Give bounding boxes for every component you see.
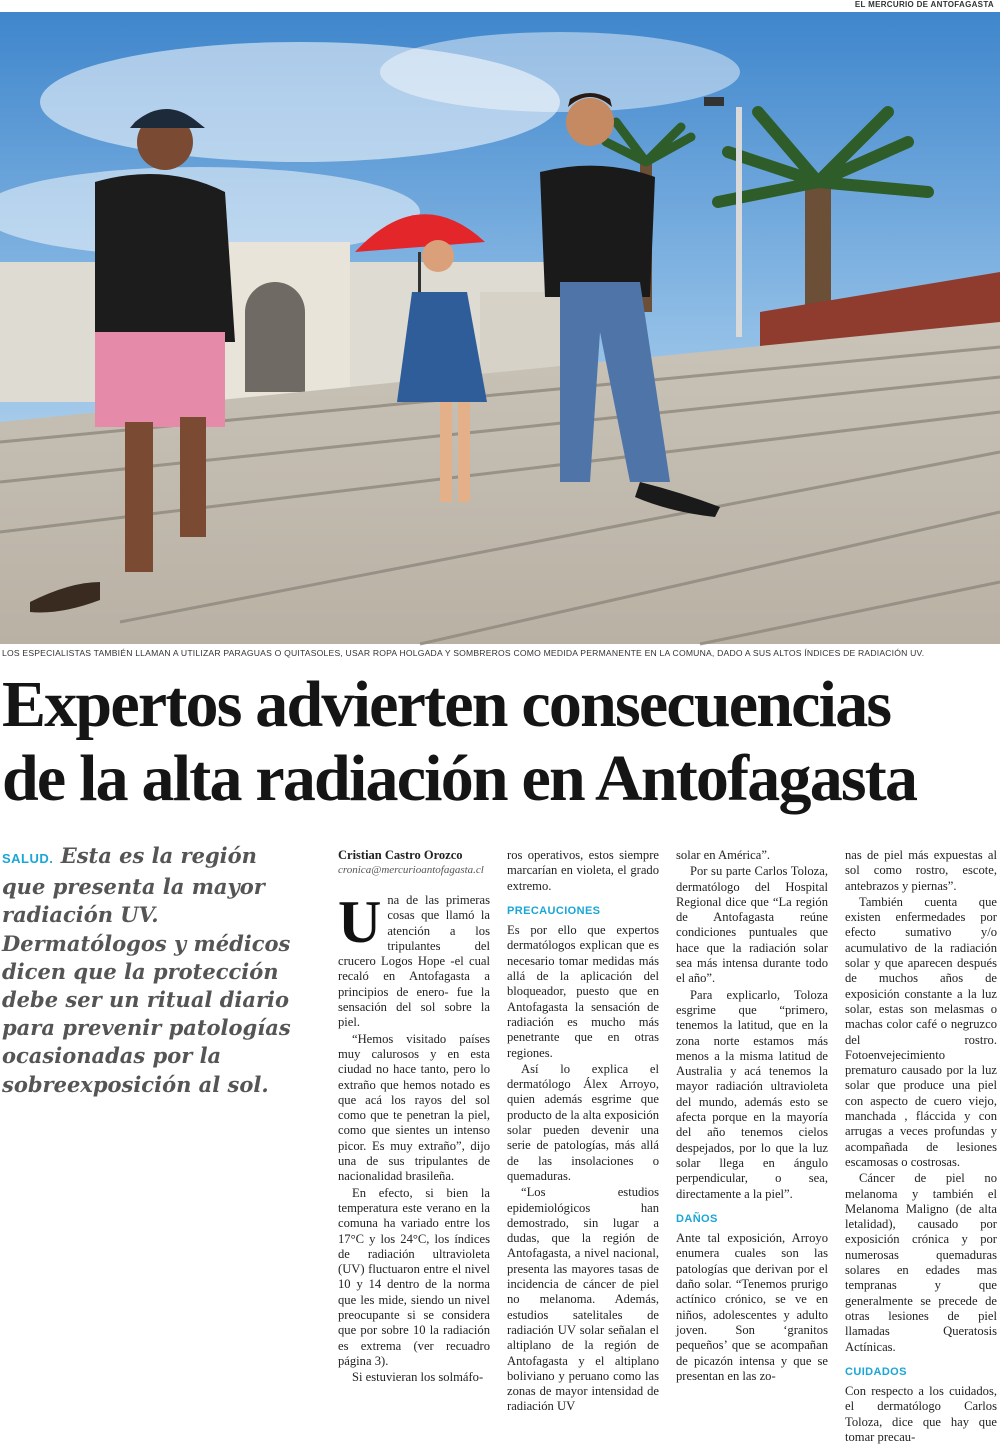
- drop-cap: U: [338, 889, 382, 955]
- paragraph: ros operativos, estos siempre marcarían en violeta, el grado extremo.: [507, 848, 659, 893]
- subhead-cuidados: CUIDADOS: [845, 1365, 907, 1378]
- lead-photo: [0, 12, 1000, 644]
- publication-credit: EL MERCURIO DE ANTOFAGASTA: [854, 0, 994, 9]
- article-headline: [2, 668, 998, 816]
- paragraph: En efecto, si bien la temperatura este verano en la comuna ha variado entre los 17°C y los 24°C, los índices de radiación ultravioleta (UV) fluctuaron entre el nivel 10 y 14 dentro de la norma que les mide, siendo un nivel preocupante si se considera que por sobre 10 la radiación es extrema (ver recuadro página 3).: [338, 1185, 490, 1368]
- headline-line-1: Expertos advierten consecuencias: [2, 668, 891, 741]
- paragraph: Ante tal exposición, Arroyo enumera cuales son las patologías que derivan por el daño solar. “Tenemos prurigo actínico crónico, se ve en niños, adolescentes y adulto joven. Son ‘granitos pequeños’ que se acompañan de picazón intensa y que se presentan en las zo-: [676, 1231, 828, 1383]
- paragraph: Para explicarlo, Toloza esgrime que “primero, tenemos la latitud, que en la zona norte estamos más menos a la misma latitud de Australia y acá tenemos la mayor radiación ultravioleta del mundo, además esto se afecta porque en la mayoría del año tenemos cielos despejados, por lo que la luz solar llega en ángulo perpendicular, o sea, directamente a la piel”.: [676, 987, 828, 1201]
- body-column-3: [676, 848, 828, 1385]
- subhead-precauciones: PRECAUCIONES: [507, 904, 601, 917]
- paragraph: “Hemos visitado países muy calurosos y en esta ciudad no hace tanto, pero lo extraño que hemos notado es que acá los rayos del sol como que te penetran la piel, como que sientes un intenso picor. Es muy extraño”, dijo una de sus tripulantes de nacionalidad brasileña.: [338, 1031, 490, 1184]
- paragraph: “Los estudios epidemiológicos han demostrado, sin lugar a dudas, que la región de Antofagasta, a nivel nacional, presenta las mayores tasas de incidencia de cáncer de piel no melanoma. Además, estudios satelitales de radiación UV solar señalan el altiplano de la región de Antofagasta y el altiplano boliviano y peruano como las zonas de mayor intensidad de radiación UV: [507, 1185, 659, 1414]
- paragraph: Por su parte Carlos Toloza, dermatólogo del Hospital Regional dice que “La región de Antofagasta reúne condiciones puntuales que hace que la radiación solar sea más intensa durante todo el año”.: [676, 864, 828, 986]
- headline-line-2: de la alta radiación en Antofagasta: [2, 742, 917, 815]
- section-label: SALUD.: [2, 851, 54, 866]
- body-column-4: [845, 848, 997, 1446]
- paragraph: Así lo explica el dermatólogo Álex Arroyo, quien además esgrime que producto de la alta exposición solar pueden devenir una serie de patologías, más allá de las insolaciones o quemaduras.: [507, 1061, 659, 1183]
- paragraph: También cuenta que existen enfermedades por efecto sumativo y/o acumulativo de la radiación solar y que aparecen después de muchos años de exposición constante a la luz solar, estas son melasmas o machas color café o negruzco del rostro. Fotoenvejecimiento prematuro causado por la luz solar que produce una piel con aspecto de cuero viejo, manchada , fláccida y con arrugas a veces profundas y acompañada de lesiones escamosas o costrosas.: [845, 894, 997, 1169]
- subhead-danos: DAÑOS: [676, 1212, 718, 1225]
- lead-photo-illustration: [0, 12, 1000, 644]
- paragraph: nas de piel más expuestas al sol como rostro, escote, antebrazos y piernas”.: [845, 848, 997, 893]
- paragraph: Si estuvieran los solmáfo-: [352, 1370, 484, 1385]
- kicker-text: Esta es la región que presenta la mayor radiación UV. Dermatólogos y médicos dicen que la protección debe ser un ritual diario para prevenir patologías ocasionadas por la sobreexposición al sol.: [2, 843, 291, 1097]
- body-column-1: [338, 848, 490, 1387]
- body-column-2: [507, 848, 659, 1416]
- paragraph: solar en América”.: [676, 848, 771, 862]
- paragraph: Una de las primeras cosas que llamó la atención a los tripulantes del crucero Logos Hope -el cual recaló en Antofagasta a principios de enero- fue la sensación del sol sobre la piel.: [338, 889, 490, 1030]
- byline-email: cronica@mercurioantofagasta.cl: [338, 864, 484, 876]
- kicker: [2, 842, 302, 1099]
- paragraph: Con respecto a los cuidados, el dermatólogo Carlos Toloza, dice que hay que tomar precau-: [845, 1384, 997, 1444]
- paragraph: Es por ello que expertos dermatólogos explican que es necesario tomar medidas más allá de la aplicación del bloqueador, puesto que en Antofagasta la sensación de radiación es mucho más penetrante que en otras regiones.: [507, 923, 659, 1060]
- byline-author: Cristian Castro Orozco: [338, 848, 463, 862]
- paragraph: Cáncer de piel no melanoma y también el Melanoma Maligno (de alta letalidad), causado por exposición crónica y por numerosas quemaduras solares en edades mas tempranas y que generalmente se precede de otras lesiones de piel llamadas Queratosis Actínicas.: [845, 1171, 997, 1354]
- photo-caption: LOS ESPECIALISTAS TAMBIÉN LLAMAN A UTILIZAR PARAGUAS O QUITASOLES, USAR ROPA HOLGADA Y SOMBREROS COMO MEDIDA PERMANENTE EN LA COMUNA, DADO A SUS ALTOS ÍNDICES DE RADIACIÓN UV.: [2, 648, 925, 658]
